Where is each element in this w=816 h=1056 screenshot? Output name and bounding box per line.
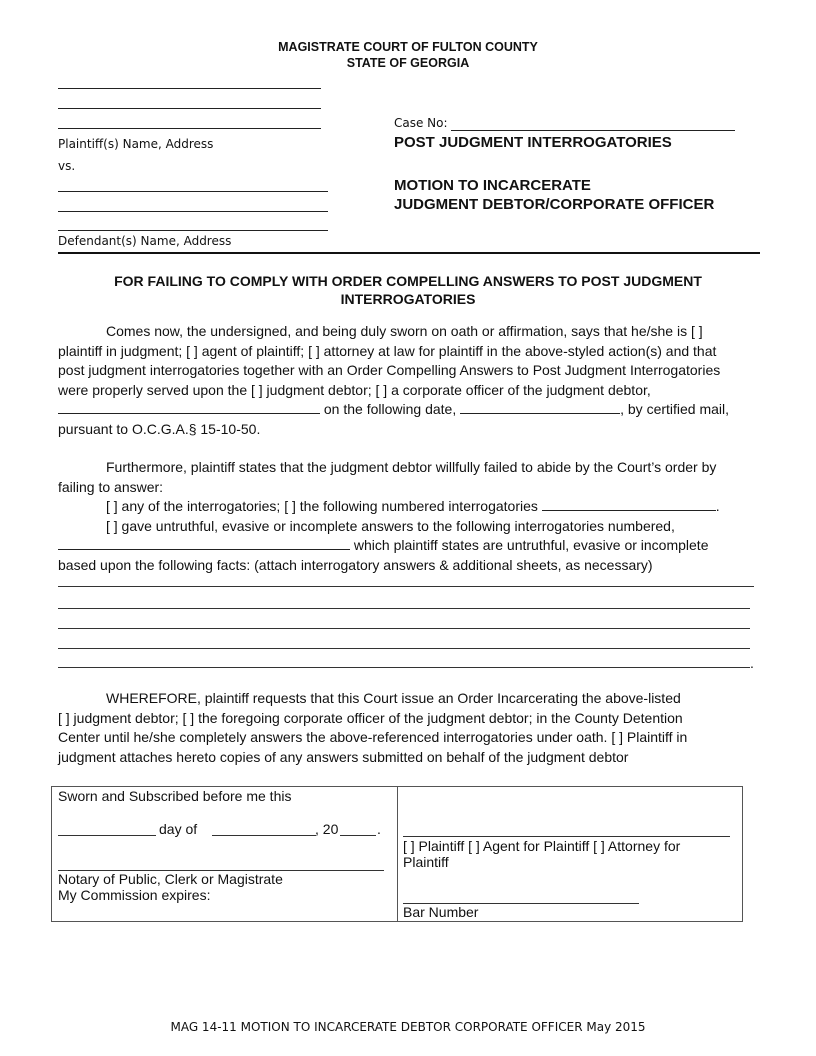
para1-line2: plaintiff in judgment; [ ] agent of plaintiff; [ ] attorney at law for plaintiff in the above-styled action(s) and that [58,342,717,359]
facts-end-period: . [750,655,754,671]
year-field[interactable] [340,835,376,836]
facts-line-3[interactable] [58,628,750,629]
certified-mail-label: , by certified mail, [620,401,730,417]
untruthful-label: which plaintiff states are untruthful, evasive or incomplete [353,537,709,553]
signature-block [51,786,743,922]
defendant-line-1[interactable] [58,191,328,192]
case-no-field[interactable] [451,130,735,131]
paragraph-failure [58,458,758,575]
doc-title-interrogatories: POST JUDGMENT INTERROGATORIES [394,134,672,151]
plaintiff-line-1[interactable] [58,88,321,89]
court-state: STATE OF GEORGIA [346,56,470,70]
month-field[interactable] [212,835,316,836]
facts-line-5[interactable] [58,667,750,668]
notary-label: Notary of Public, Clerk or Magistrate [58,871,283,887]
para2-line4: [ ] gave untruthful, evasive or incomplete answers to the following interrogatories numbered, [106,517,675,534]
para3-line2: [ ] judgment debtor; [ ] the foregoing corporate officer of the judgment debtor; in the County Detention [58,709,683,726]
role-options-continued: Plaintiff [403,854,449,870]
doc-title-motion: MOTION TO INCARCERATE [394,177,591,194]
para3-line4: judgment attaches hereto copies of any answers submitted on behalf of the judgment debtor [58,748,629,765]
bar-number-label: Bar Number [403,904,479,920]
affiant-signature-field[interactable] [403,836,730,837]
defendant-label: Defendant(s) Name, Address [58,234,232,248]
service-date-field[interactable] [460,401,620,414]
motion-heading: FOR FAILING TO COMPLY WITH ORDER COMPELLING ANSWERS TO POST JUDGMENT INTERROGATORIES [114,273,702,307]
day-field[interactable] [58,835,156,836]
para3-line3: Center until he/she completely answers the above-referenced interrogatories under oath. [ ] Plaintiff in [58,729,688,745]
year-prefix-label: , 20 [315,821,339,837]
facts-line-1[interactable] [58,586,754,587]
paragraph-sworn-statement [58,322,758,439]
defendant-line-3[interactable] [58,230,328,231]
untruthful-numbers-field[interactable] [58,537,350,550]
plaintiff-line-3[interactable] [58,128,321,129]
para3-line1: WHEREFORE, plaintiff requests that this Court issue an Order Incarcerating the above-listed [106,690,681,706]
facts-line-2[interactable] [58,608,750,609]
served-party-field[interactable] [58,401,320,414]
vs-label: vs. [58,159,76,173]
para2-line3 [58,497,758,517]
defendant-line-2[interactable] [58,211,328,212]
form-footer: MAG 14-11 MOTION TO INCARCERATE DEBTOR CORPORATE OFFICER May 2015 [170,1020,646,1034]
para2-line1: Furthermore, plaintiff states that the judgment debtor willfully failed to abide by the Court’s order by [106,459,717,475]
case-no-label: Case No: [394,116,448,130]
para2-line3-end: . [715,498,720,514]
para2-line5 [58,536,758,556]
para2-line6: based upon the following facts: (attach interrogatory answers & additional sheets, as necessary) [58,556,653,573]
sworn-label: Sworn and Subscribed before me this [58,788,292,804]
commission-label: My Commission expires: [58,887,211,903]
doc-title-debtor: JUDGMENT DEBTOR/CORPORATE OFFICER [394,196,715,213]
signature-divider [397,787,398,921]
role-options: [ ] Plaintiff [ ] Agent for Plaintiff [ ] Attorney for [403,838,681,854]
para2-line2: failing to answer: [58,478,164,495]
court-name: MAGISTRATE COURT OF FULTON COUNTY [278,40,538,54]
plaintiff-label: Plaintiff(s) Name, Address [58,137,214,151]
date-period: . [377,821,381,837]
para1-line4: were properly served upon the [ ] judgment debtor; [ ] a corporate officer of the judgment debtor, [58,381,651,398]
paragraph-wherefore [58,689,758,767]
plaintiff-line-2[interactable] [58,108,321,109]
date-label: on the following date, [323,401,457,417]
option-any-interrogatories: [ ] any of the interrogatories; [ ] the following numbered interrogatories [106,498,538,514]
numbered-interrogatories-field[interactable] [542,498,716,511]
para1-line6: pursuant to O.C.G.A.§ 15-10-50. [58,420,261,437]
para1-line5 [58,400,758,420]
day-of-label: day of [159,821,198,837]
caption-separator [58,252,760,254]
facts-line-4[interactable] [58,648,750,649]
para1-line1: Comes now, the undersigned, and being duly sworn on oath or affirmation, says that he/she is [ ] [106,323,703,339]
para1-line3: post judgment interrogatories together with an Order Compelling Answers to Post Judgment Interrogatories [58,362,721,378]
